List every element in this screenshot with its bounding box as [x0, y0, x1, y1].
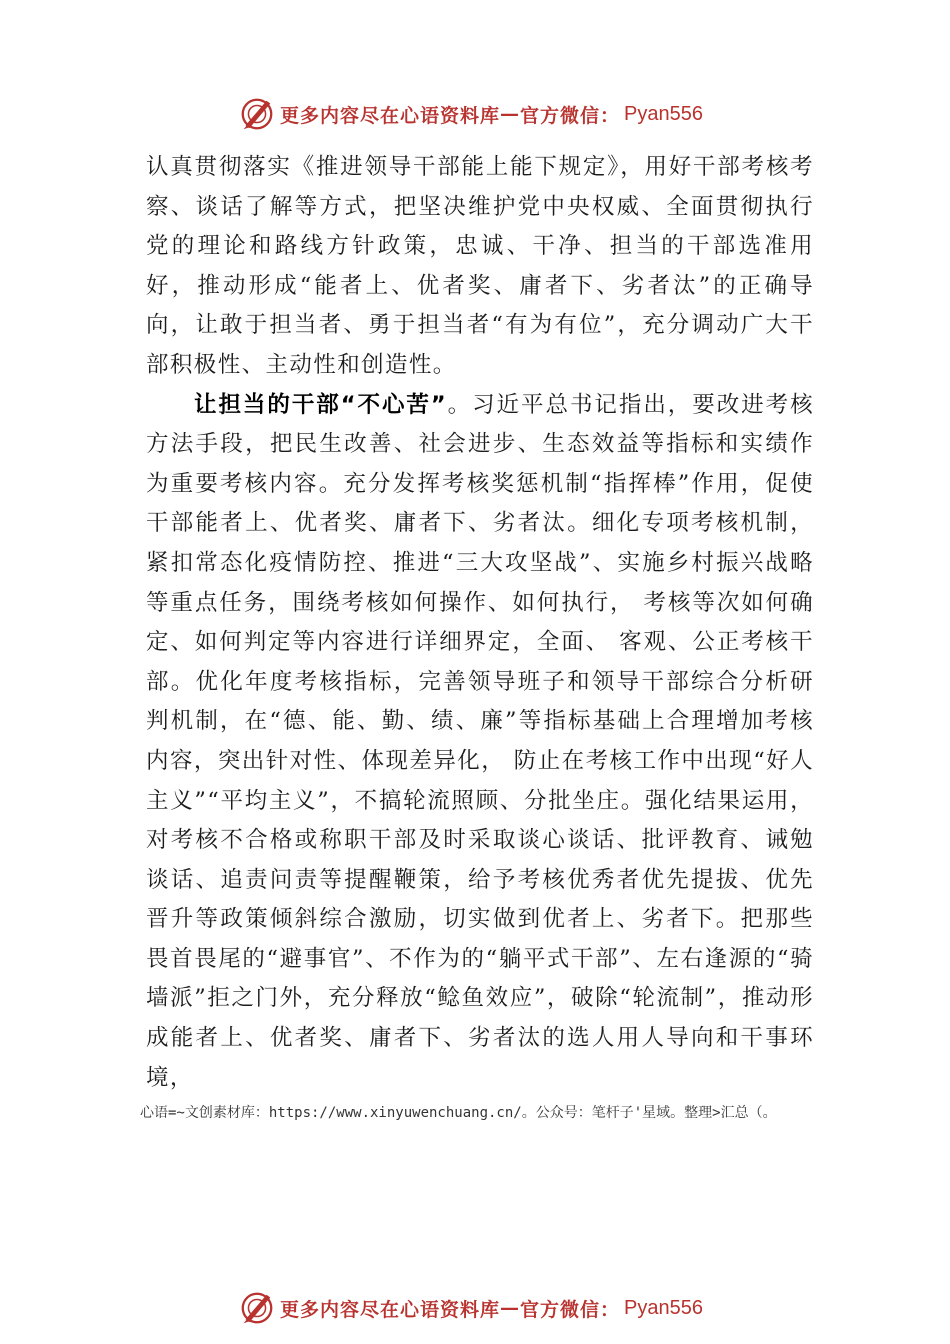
- paragraph-2-heading: 让担当的干部“不心苦”: [194, 391, 448, 418]
- source-note: 心语=~文创素材库：https://www.xinyuwenchuang.cn/。公众号：笔杆子'星域。整理>汇总（。: [140, 1105, 777, 1121]
- watermark-sub-text: 官方微信：: [520, 104, 621, 127]
- paragraph-1: 认真贯彻落实《推进领导干部能上能下规定》，用好干部考核考察、谈话了解等方式，把坚决维护党中央权威、全面贯彻执行党的理论和路线方针政策，忠诚、干净、担当的干部选准用好，推动形成“能者上、优者奖、庸者下、劣者汰”的正确导向，让敢于担当者、勇于担当者“有为有位”，充分调动广大干部积极性、主动性和创造性。: [146, 154, 814, 378]
- watermark-id: Pyan556: [624, 1296, 703, 1319]
- paragraph-2-body: 。习近平总书记指出，要改进考核方法手段，把民生改善、社会进步、生态效益等指标和实绩作为重要考核内容。充分发挥考核奖惩机制“指挥棒”作用，促使干部能者上、优者奖、庸者下、劣者汰。细化专项考核机制，紧扣常态化疫情防控、推进“三大攻坚战”、实施乡村振兴战略等重点任务，围绕考核如何操作、如何执行， 考核等次如何确定、如何判定等内容进行详细界定，全面、 客观、公正考核干部。优化年度考核指标，完善领导班子和领导干部综合分析研判机制，在“德、能、勤、绩、廉”等指标基础上合理增加考核内容，突出针对性、体现差异化， 防止在考核工作中出现“好人主义”“平均主义”，不搞轮流照顾、分批坐庄。强化结果运用，对考核不合格或称职干部及时采取谈心谈话、批评教育、诫勉谈话、追责问责等提醒鞭策，给予考核优秀者优先提拔、优先晋升等政策倾斜综合激励，切实做到优者上、劣者下。把那些畏首畏尾的“避事官”、不作为的“躺平式干部”、左右逢源的“骑墙派”拒之门外，充分释放“鲶鱼效应”，破除“轮流制”，推动形成能者上、优者奖、庸者下、劣者汰的选人用人导向和干事环境，: [146, 391, 814, 1091]
- watermark-footer: [238, 1288, 758, 1328]
- watermark-sub-text: 官方微信：: [520, 1298, 621, 1321]
- watermark-header: [238, 94, 758, 134]
- watermark-dash: —: [500, 103, 521, 125]
- pen-logo-icon: [238, 1289, 276, 1327]
- article-body: [146, 148, 814, 1098]
- paragraph-2: [146, 386, 814, 1099]
- watermark-main-text: 更多内容尽在心语资料库: [280, 104, 501, 127]
- watermark-id: Pyan556: [624, 102, 703, 125]
- pen-logo-icon: [238, 95, 276, 133]
- watermark-main-text: 更多内容尽在心语资料库: [280, 1298, 501, 1321]
- watermark-dash: —: [500, 1297, 521, 1319]
